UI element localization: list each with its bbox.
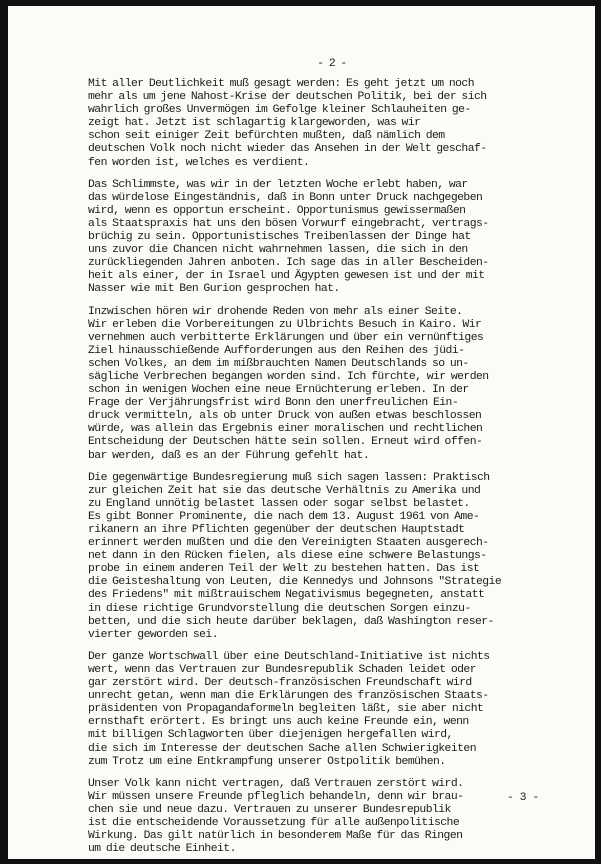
text-line: Das Schlimmste, was wir in der letzten Woche erlebt haben, war: [88, 178, 468, 191]
text-line: vierter geworden sei.: [88, 628, 218, 641]
paragraph: [88, 651, 576, 769]
text-line: vernehmen auch verbitterte Erklärungen und über ein vernünftiges: [88, 331, 484, 344]
text-line: Frage der Verjährungsfrist wird Bonn den unerfreulichen Ein-: [88, 397, 459, 410]
text-line: schon seit einiger Zeit befürchten mußten, daß nämlich dem: [88, 130, 445, 143]
paragraph: [88, 179, 576, 297]
text-line: fen worden ist, welches es verdient.: [88, 156, 310, 169]
text-line: unrecht getan, wenn man die Erklärungen des französischen Staats-: [88, 690, 489, 703]
text-line: bar werden, daß es an der Führung gefehlt hat.: [88, 449, 370, 462]
text-line: ernsthaft erörtert. Es bringt uns auch keine Freunde ein, wenn: [88, 716, 469, 729]
paragraph: [88, 78, 576, 170]
next-page-marker: - 3 -: [507, 792, 539, 804]
text-line: Die gegenwärtige Bundesregierung muß sich sagen lassen: Praktisch: [88, 471, 490, 484]
text-line: präsidenten von Propagandaformeln begleiten läßt, sie aber nicht: [88, 703, 484, 716]
text-line: Wir müssen unsere Freunde pfleglich behandeln, denn wir brau-: [88, 790, 464, 803]
text-line: das würdelose Eingeständnis, daß in Bonn unter Druck nachgegeben: [88, 191, 483, 204]
text-line: probe in einem anderen Teil der Welt zu bestehen hatten. Das ist: [88, 563, 480, 576]
text-line: um die deutsche Einheit.: [88, 843, 236, 856]
text-line: zum Trotz um eine Entkrampfung unserer Ostpolitik bemühen.: [88, 755, 446, 768]
text-line: brüchig zu sein. Opportunistisches Treibenlassen der Dinge hat: [88, 231, 471, 244]
text-line: die sich im Interesse der deutschen Sache allen Schwierigkeiten: [88, 742, 476, 755]
text-line: zur gleichen Zeit hat sie das deutsche Verhältnis zu Amerika und: [88, 484, 481, 497]
text-line: betten, und die sich heute darüber beklagen, daß Washington reser-: [88, 615, 494, 628]
text-line: chen sie und neue dazu. Vertrauen zu unserer Bundesrepublik: [88, 803, 451, 816]
paragraph: [88, 472, 576, 642]
text-line: zurückliegenden Jahren anboten. Ich sage das in aller Bescheiden-: [88, 257, 489, 270]
text-line: schon in wenigen Wochen eine neue Ernüchterung erleben. In der: [88, 384, 469, 397]
paragraph: [88, 306, 576, 463]
page-number: - 2 -: [317, 58, 347, 70]
text-line: erinnert werden mußten und die den Vereinigten Staaten ausgerech-: [88, 537, 489, 550]
text-line: heit als einer, der in Israel und Ägypten gewesen ist und der mit: [88, 270, 485, 283]
text-line: würde, was allein das Ergebnis einer moralischen und rechtlichen: [88, 423, 483, 436]
text-line: Der ganze Wortschwall über eine Deutschland-Initiative ist nichts: [88, 650, 490, 663]
text-line: Wirkung. Das gilt natürlich in besonderem Maße für das Ringen: [88, 830, 463, 843]
text-line: des Friedens" mit mißtrauischem Negativismus begegneten, anstatt: [88, 589, 485, 602]
paragraph-list: [88, 78, 576, 856]
text-line: ist die entscheidende Voraussetzung für alle außenpolitische: [88, 816, 460, 829]
text-line: wird, wenn es opportun erscheint. Opportunismus gewissermaßen: [88, 204, 466, 217]
text-line: mehr als um jene Nahost-Krise der deutschen Politik, bei der sich: [88, 91, 487, 104]
text-line: Entscheidung der Deutschen hätte sein sollen. Erneut wird offen-: [88, 436, 483, 449]
text-line: uns zuvor die Chancen nicht wahrnehmen lassen, die sich in den: [88, 244, 468, 257]
text-line: gar zerstört wird. Der deutsch-französischen Freundschaft wird: [88, 677, 472, 690]
text-line: zu England unnötig belastet lassen oder sogar selbst belastet.: [88, 497, 470, 510]
text-line: net dann in den Rücken fielen, als diese eine schwere Belastungs-: [88, 550, 487, 563]
text-line: die Geisteshaltung von Leuten, die Kennedys und Johnsons "Strategie: [88, 576, 502, 589]
text-line: schen Volkes, an dem im mißbrauchten Namen Deutschlands so un-: [88, 357, 469, 370]
text-line: Es gibt Bonner Prominente, die nach dem 13. August 1961 von Ame-: [88, 510, 480, 523]
text-line: wahrlich großes Unvermögen im Gefolge kleiner Schlauheiten ge-: [88, 104, 471, 117]
text-line: Inzwischen hören wir drohende Reden von mehr als einer Seite.: [88, 305, 463, 318]
paragraph: [88, 778, 576, 857]
text-line: mit billigen Schlagworten über diejenigen hergefallen wird,: [88, 729, 453, 742]
text-line: Unser Volk kann nicht vertragen, daß Vertrauen zerstört wird.: [88, 777, 464, 790]
text-line: sägliche Verbrechen begangen worden sind. Ich fürchte, wir werden: [88, 370, 489, 383]
text-line: zeigt hat. Jetzt ist schlagartig klargeworden, was wir: [88, 117, 421, 130]
text-line: Nasser wie mit Ben Gurion gesprochen hat.: [88, 283, 340, 296]
text-line: als Staatspraxis hat uns den bösen Vorwurf eingebracht, vertrags-: [88, 217, 489, 230]
text-line: Ziel hinausschießende Aufforderungen aus den Reihen des jüdi-: [88, 344, 465, 357]
text-line: Mit aller Deutlichkeit muß gesagt werden: Es geht jetzt um noch: [88, 78, 474, 90]
document-body: [88, 58, 576, 865]
text-line: deutschen Volk noch nicht wieder das Ansehen in der Welt geschaf-: [88, 143, 487, 156]
text-line: Wir erleben die Vorbereitungen zu Ulbrichts Besuch in Kairo. Wir: [88, 318, 482, 331]
text-line: wert, wenn das Vertrauen zur Bundesrepublik Schaden leidet oder: [88, 663, 476, 676]
text-line: in diese richtige Grundvorstellung die deutschen Sorgen einzu-: [88, 602, 471, 615]
text-line: rikanern an ihre Pflichten gegenüber der deutschen Hauptstadt: [88, 524, 465, 536]
text-line: druck vermitteln, als ob unter Druck von außen etwas beschlossen: [88, 410, 482, 423]
